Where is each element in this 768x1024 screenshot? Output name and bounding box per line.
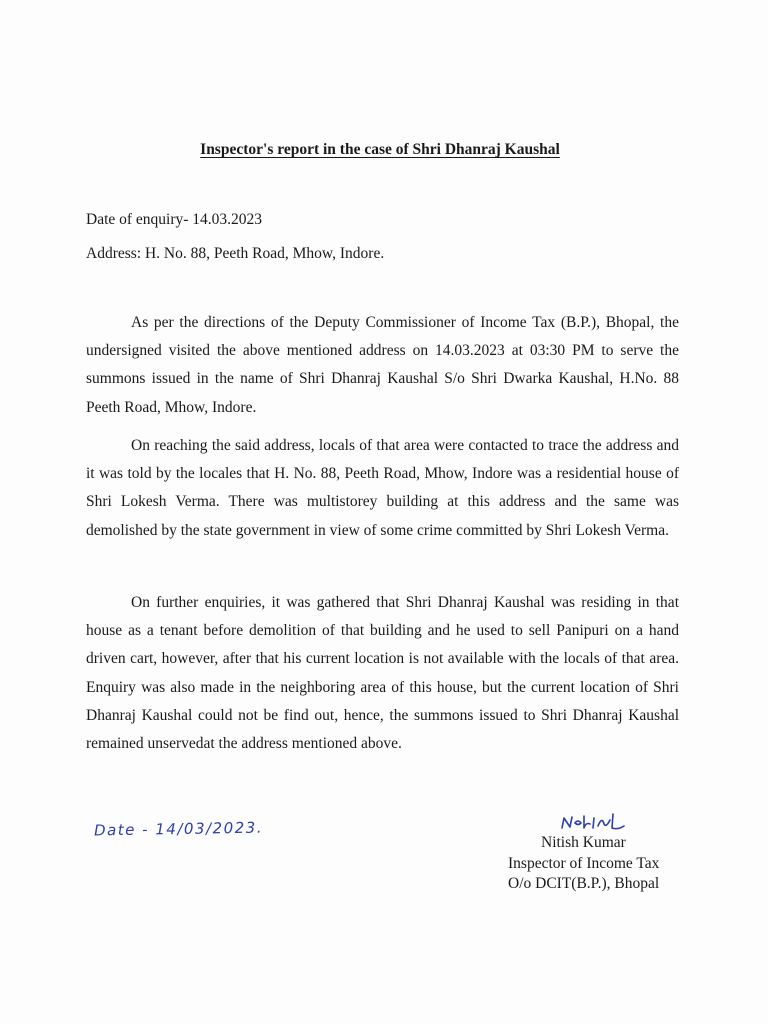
paragraph-2: On reaching the said address, locals of that area were contacted to trace the address and it was told by the locales that H. No. 88, Peeth Road, Mhow, Indore was a residential house of Shri Lokesh Verma. There was multistorey building at this address and the same was demolished by the state government in view of some crime committed by Shri Lokesh Verma. — [86, 437, 679, 539]
signatory-name: Nitish Kumar — [541, 834, 626, 851]
signature-icon — [558, 808, 628, 834]
date-of-enquiry: Date of enquiry- 14.03.2023 — [86, 211, 263, 228]
report-title: Inspector's report in the case of Shri Dhanraj Kaushal — [200, 141, 560, 158]
address-line: Address: H. No. 88, Peeth Road, Mhow, Indore. — [86, 245, 385, 262]
signatory-designation: Inspector of Income Tax — [508, 854, 660, 872]
handwritten-date: Date - 14/03/2023. — [93, 818, 264, 840]
signatory-office: O/o DCIT(B.P.), Bhopal — [508, 875, 660, 892]
paragraph-1: As per the directions of the Deputy Commissioner of Income Tax (B.P.), Bhopal, the undersigned visited the above mentioned address on 14.03.2023 at 03:30 PM to serve the summons issued in the name of Shri Dhanraj Kaushal S/o Shri Dwarka Kaushal, H.No. 88 Peeth Road, Mhow, Indore. — [86, 314, 679, 416]
signature-block — [508, 833, 708, 895]
paragraph-3: On further enquiries, it was gathered that Shri Dhanraj Kaushal was residing in that house as a tenant before demolition of that building and he used to sell Panipuri on a hand driven cart, however, after that his current location is not available with the locals of that area. Enquiry was also made in the neighboring area of this house, but the current location of Shri Dhanraj Kaushal could not be find out, hence, the summons issued to Shri Dhanraj Kaushal remained unservedat the address mentioned above. — [86, 594, 679, 753]
